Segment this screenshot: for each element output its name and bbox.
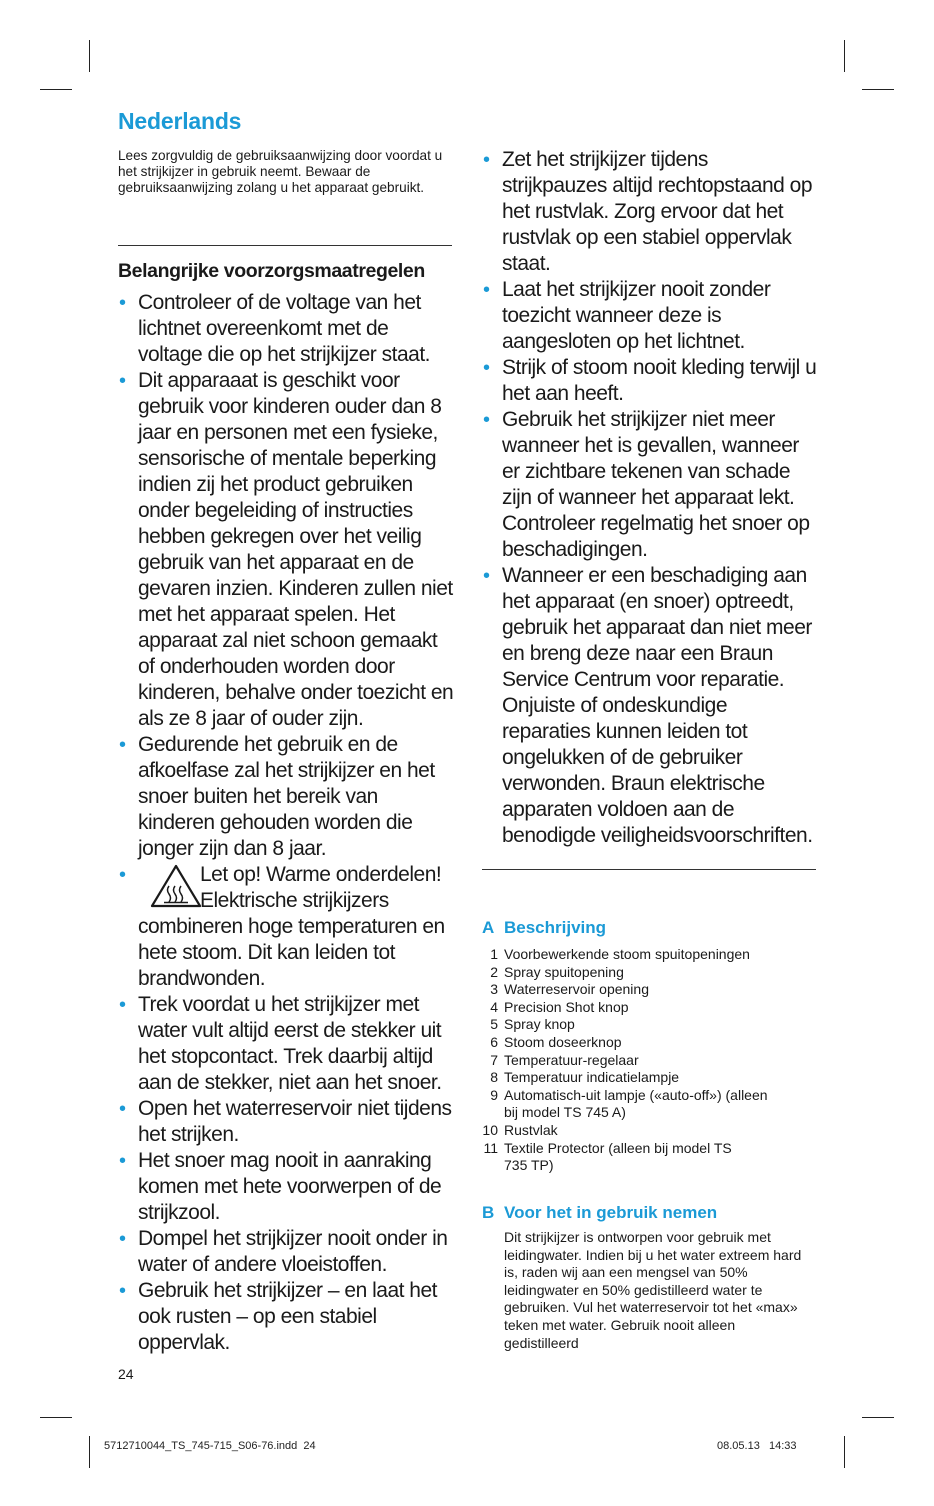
list-item: 11 Textile Protector (alleen bij model TS 735 TP) xyxy=(483,1139,732,1174)
list-item: • Strijk of stoom nooit kleding terwijl u het aan heeft. xyxy=(483,356,817,405)
crop-mark xyxy=(40,89,72,90)
bullet-icon: • xyxy=(119,864,126,886)
safety-list-right xyxy=(482,147,818,849)
bullet-icon: • xyxy=(483,357,490,379)
warning-line: Elektrische strijkijzers xyxy=(200,889,389,912)
divider xyxy=(482,869,816,870)
list-item: • Gedurende het gebruik en de afkoelfase zal het strijkijzer en het snoer buiten het bereik van kinderen gehouden worden die jonger zijn dan 8 jaar. xyxy=(119,733,435,860)
page-number: 24 xyxy=(118,1366,134,1382)
list-item: 7 Temperatuur-regelaar xyxy=(490,1051,639,1068)
bullet-icon: • xyxy=(483,409,490,431)
section-a-heading xyxy=(482,918,606,938)
list-item: • Het snoer mag nooit in aanraking komen met hete voorwerpen of de strijkzool. xyxy=(119,1149,442,1224)
crop-mark xyxy=(862,89,894,90)
footer-date: 08.05.13 14:33 xyxy=(717,1440,797,1452)
list-item: • Controleer of de voltage van het lichtnet overeenkomt met de voltage die op het strijkijzer staat. xyxy=(119,291,430,366)
warning-item xyxy=(118,862,454,992)
bullet-icon: • xyxy=(119,1098,126,1120)
section-title: Beschrijving xyxy=(504,918,607,937)
hot-surface-warning-icon xyxy=(150,864,202,908)
list-item: 9 Automatisch-uit lampje («auto-off») (alleen bij model TS 745 A) xyxy=(490,1086,768,1121)
bullet-icon: • xyxy=(119,994,126,1016)
list-item: • Gebruik het strijkijzer niet meer wanneer het is gevallen, wanneer er zichtbare tekenen van schade zijn of wanneer het apparaat lekt. Controleer regelmatig het snoer op beschadigingen. xyxy=(483,408,810,561)
section-b-text: Dit strijkijzer is ontworpen voor gebruik met leidingwater. Indien bij u het water extreem hard is, raden wij aan een mengsel van 50% leidingwater en 50% gedistilleerd water te gebruiken. Vul het waterreservoir tot het «max» teken met water. Gebruik nooit alleen gedistilleerd xyxy=(504,1229,802,1351)
bullet-icon: • xyxy=(119,370,126,392)
list-item: 6 Stoom doseerknop xyxy=(490,1033,622,1050)
warning-text: combineren hoge temperaturen en hete stoom. Dit kan leiden tot brandwonden. xyxy=(138,915,445,990)
list-item: • Laat het strijkijzer nooit zonder toezicht wanneer deze is aangesloten op het lichtnet. xyxy=(483,278,771,353)
section-letter: B xyxy=(482,1203,495,1222)
list-item: 5 Spray knop xyxy=(490,1016,575,1033)
bullet-icon: • xyxy=(119,292,126,314)
list-item: • Wanneer er een beschadiging aan het apparaat (en snoer) optreedt, gebruik het apparaat dan niet meer en breng deze naar een Braun Service Centrum voor reparatie. Onjuiste of ondeskundige reparaties kunnen leiden tot ongelukken of de gebruiker verwonden. Braun elektrische apparaten voldoen aan de benodigde veiligheidsvoorschriften. xyxy=(483,564,813,847)
warning-line: Let op! Warme onderdelen! xyxy=(200,863,442,886)
list-item: 3 Waterreservoir opening xyxy=(490,981,649,998)
list-item: • Gebruik het strijkijzer – en laat het ook rusten – op een stabiel oppervlak. xyxy=(119,1279,437,1354)
list-item: • Trek voordat u het strijkijzer met water vult altijd eerst de stekker uit het stopcontact. Trek daarbij altijd aan de stekker, niet aan het snoer. xyxy=(119,993,442,1094)
crop-mark xyxy=(40,1417,72,1418)
safety-heading: Belangrijke voorzorgsmaatregelen xyxy=(118,260,425,282)
section-letter: A xyxy=(482,918,495,937)
list-item: 4 Precision Shot knop xyxy=(490,998,629,1015)
list-item: 1 Voorbewerkende stoom spuitopeningen xyxy=(490,946,750,962)
list-item: • Dompel het strijkijzer nooit onder in water of andere vloeistoffen. xyxy=(119,1227,448,1276)
footer-file: 5712710044_TS_745-715_S06-76.indd 24 xyxy=(104,1440,316,1452)
section-title: Voor het in gebruik nemen xyxy=(504,1203,718,1222)
safety-list-left xyxy=(118,290,454,1356)
parts-list xyxy=(482,946,812,1175)
bullet-icon: • xyxy=(119,1280,126,1302)
list-item: 8 Temperatuur indicatielampje xyxy=(490,1069,680,1086)
list-item: • Zet het strijkijzer tijdens strijkpauzes altijd rechtopstaand op het rustvlak. Zorg ervoor dat het rustvlak op een stabiel oppervlak staat. xyxy=(483,148,813,275)
list-item: • Open het waterreservoir niet tijdens het strijken. xyxy=(119,1097,452,1146)
crop-mark xyxy=(862,1417,894,1418)
bullet-icon: • xyxy=(119,1150,126,1172)
bullet-icon: • xyxy=(483,565,490,587)
divider xyxy=(118,245,452,246)
crop-mark xyxy=(89,40,90,72)
list-item: 2 Spray spuitopening xyxy=(490,963,624,980)
list-item: 10 Rustvlak xyxy=(482,1121,558,1138)
bullet-icon: • xyxy=(483,279,490,301)
list-item: • Dit apparaaat is geschikt voor gebruik voor kinderen ouder dan 8 jaar en personen met een fysieke, sensorische of mentale beperking indien zij het product gebruiken onder begeleiding of instructies hebben gekregen over het veilig gebruik van het apparaat en de gevaren inzien. Kinderen zullen niet met het apparaat spelen. Het apparaat zal niet schoon gemaakt of onderhouden worden door kinderen, behalve onder toezicht en als ze 8 jaar of ouder zijn. xyxy=(119,369,454,730)
bullet-icon: • xyxy=(483,149,490,171)
crop-mark xyxy=(89,1436,90,1468)
crop-mark xyxy=(844,40,845,72)
section-b-heading xyxy=(482,1203,717,1223)
intro-text: Lees zorgvuldig de gebruiksaanwijzing door voordat u het strijkijzer in gebruik neemt. Bewaar de gebruiksaanwijzing zolang u het apparaat gebruikt. xyxy=(118,148,443,195)
page-title: Nederlands xyxy=(118,108,242,134)
crop-mark xyxy=(844,1436,845,1468)
bullet-icon: • xyxy=(119,1228,126,1250)
bullet-icon: • xyxy=(119,734,126,756)
